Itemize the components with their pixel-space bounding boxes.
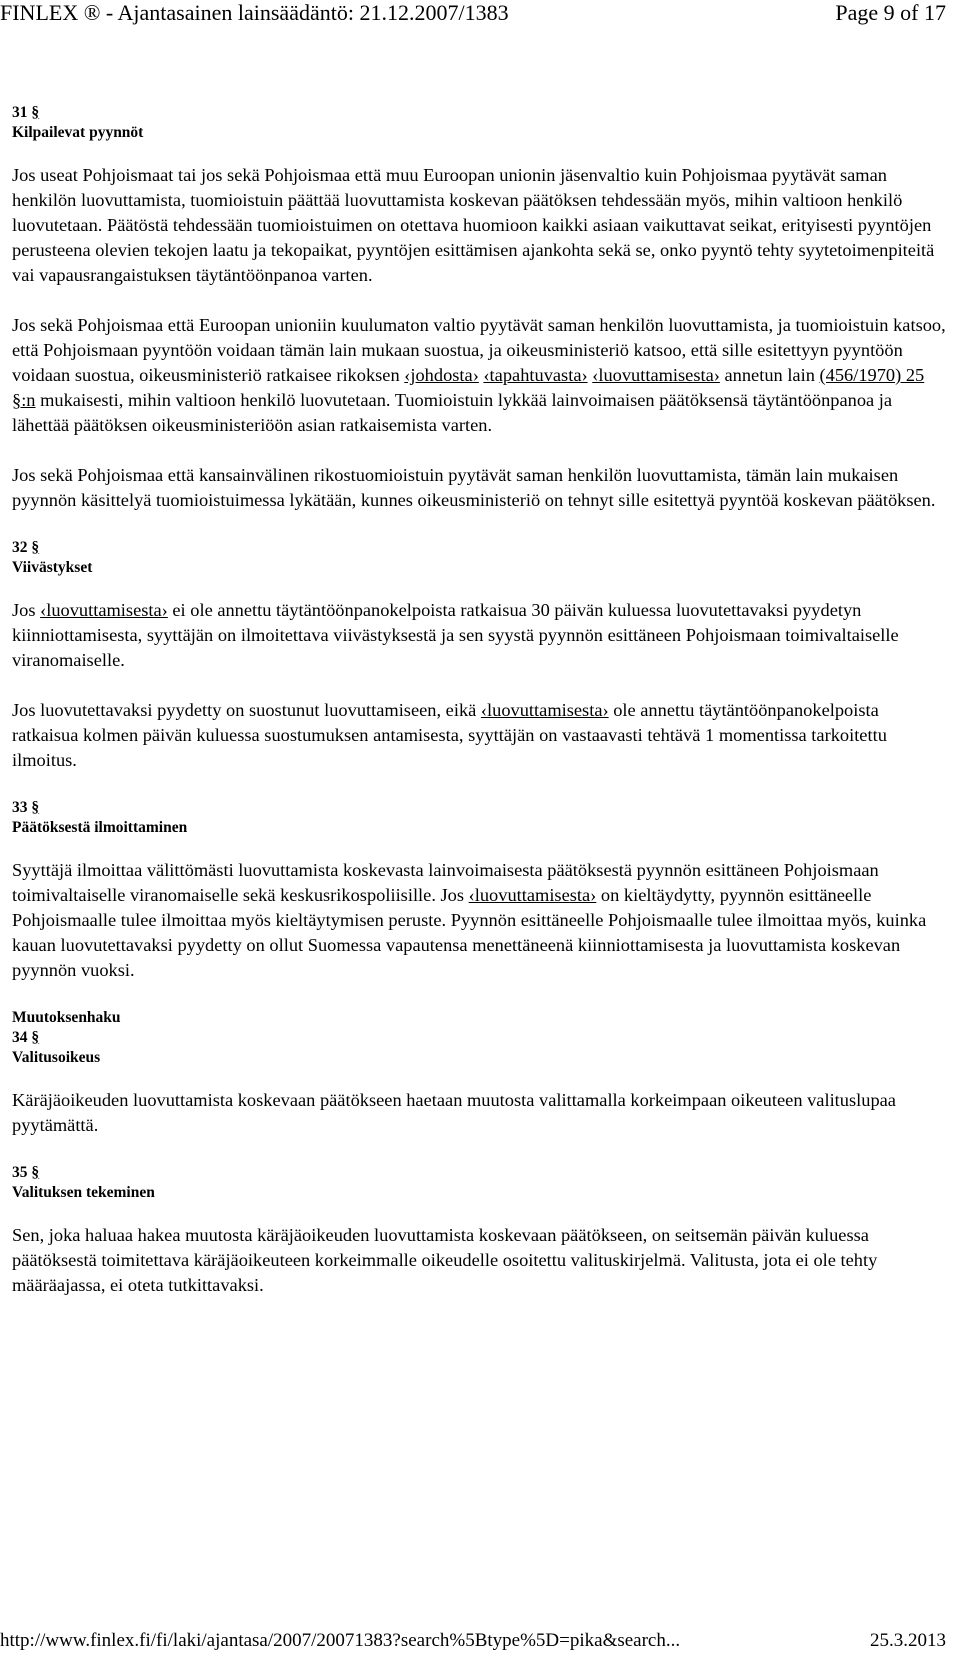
s32-paragraph-2: Jos luovutettavaksi pyydetty on suostunut luovuttamiseen, eikä ‹luovuttamisesta› ole annettu täytäntöönpanokelpoista ratkaisua kolmen päivän kuluessa suostumuksen antamisesta, syyttäjän on vastaavasti tehtävä 1 momentissa tarkoitettu ilmoitus.: [12, 700, 887, 770]
section-number-31: 31 §: [12, 104, 40, 121]
link-luovuttamisesta[interactable]: ‹luovuttamisesta›: [592, 365, 720, 385]
s31-paragraph-3: Jos sekä Pohjoismaa että kansainvälinen rikostuomioistuin pyytävät saman henkilön luovuttamista, tämän lain mukaisen pyynnön käsittelyä tuomioistuimessa lykätään, kunnes oikeusministeriö on tehnyt sille esitettyä pyyntöä koskevan päätöksen.: [12, 465, 936, 510]
document-title: FINLEX ® - Ajantasainen lainsäädäntö: 21.12.2007/1383: [0, 0, 509, 25]
link-luovuttamisesta[interactable]: ‹luovuttamisesta›: [468, 885, 597, 905]
link-tapahtuvasta[interactable]: ‹tapahtuvasta›: [483, 365, 588, 385]
section-title-34: Valitusoikeus: [12, 1049, 101, 1066]
chapter-title: Muutoksenhaku: [12, 1009, 121, 1026]
section-anchor-31[interactable]: §: [31, 104, 40, 121]
s34-paragraph-1: Käräjäoikeuden luovuttamista koskevaan päätökseen haetaan muutosta valittamalla korkeimpaan oikeuteen valituslupaa pyytämättä.: [12, 1090, 896, 1135]
section-title-32: Viivästykset: [12, 559, 93, 576]
s31-paragraph-2: Jos sekä Pohjoismaa että Euroopan unioniin kuulumaton valtio pyytävät saman henkilön luovuttamista, ja tuomioistuin katsoo, että Pohjoismaan pyyntöön voidaan tämän lain mukaan suostua, ja oikeusministeriö katsoo, että sille esitettyyn pyyntöön voidaan suostua, oikeusministeriö ratkaisee rikoksen ‹johdosta› ‹tapahtuvasta› ‹luovuttamisesta› annetun lain (456/1970) 25 §:n mukaisesti, mihin valtioon henkilö luovutetaan. Tuomioistuin lykkää lainvoimaisen päätöksensä täytäntöönpanoa ja lähettää päätöksen oikeusministeriöön asian ratkaisemista varten.: [12, 315, 946, 435]
document-body: [12, 103, 948, 1298]
section-anchor-32[interactable]: §: [31, 539, 40, 556]
section-number-32: 32 §: [12, 539, 40, 556]
footer-url: http://www.finlex.fi/fi/laki/ajantasa/2007/20071383?search%5Btype%5D=pika&search...: [0, 1630, 681, 1651]
section-number-35: 35 §: [12, 1164, 40, 1181]
section-number-34: 34 §: [12, 1029, 40, 1046]
s35-paragraph-1: Sen, joka haluaa hakea muutosta käräjäoikeuden luovuttamista koskevaan päätökseen, on seitsemän päivän kuluessa päätöksestä toimitettava käräjäoikeuteen korkeimmalle oikeudelle osoitettu valituskirjelmä. Valitusta, jota ei ole tehty määräajassa, ei oteta tutkittavaksi.: [12, 1225, 878, 1295]
link-law-456-1970[interactable]: (456/1970) 25 §:n: [12, 365, 925, 410]
link-luovuttamisesta[interactable]: ‹luovuttamisesta›: [40, 600, 168, 620]
page-indicator: Page 9 of 17: [835, 0, 946, 25]
section-title-35: Valituksen tekeminen: [12, 1184, 155, 1201]
s33-paragraph-1: Syyttäjä ilmoittaa välittömästi luovuttamista koskevasta lainvoimaisesta päätöksestä pyynnön esittäneen Pohjoismaan toimivaltaiselle viranomaiselle sekä keskusrikospoliisille. Jos ‹luovuttamisesta› on kieltäydytty, pyynnön esittäneelle Pohjoismaalle tulee ilmoittaa myös kieltäytymisen peruste. Pyynnön esittäneelle Pohjoismaalle tulee ilmoittaa myös, kuinka kauan luovutettavaksi pyydetty on ollut Suomessa vapautensa menettäneenä kiinniottamisesta ja luovuttamista koskevan pyynnön vuoksi.: [12, 860, 927, 980]
link-luovuttamisesta[interactable]: ‹luovuttamisesta›: [480, 700, 609, 720]
section-anchor-34[interactable]: §: [31, 1029, 40, 1046]
section-title-33: Päätöksestä ilmoittaminen: [12, 819, 188, 836]
s31-paragraph-1: Jos useat Pohjoismaat tai jos sekä Pohjoismaa että muu Euroopan unionin jäsenvaltio kuin Pohjoismaa pyytävät saman henkilön luovuttamista, tuomioistuin päättää luovuttamista koskevan päätöksen tehdessään myös, mihin valtioon henkilö luovutetaan. Päätöstä tehdessään tuomioistuimen on otettava huomioon kaikki asiaan vaikuttavat seikat, erityisesti pyyntöjen perusteena olevien tekojen laatu ja tekopaikat, pyyntöjen esittämisen ajankohta sekä se, onko pyyntö tehty syytetoimenpiteitä vai vapausrangaistuksen täytäntöönpanoa varten.: [12, 165, 935, 285]
s32-paragraph-1: Jos ‹luovuttamisesta› ei ole annettu täytäntöönpanokelpoista ratkaisua 30 päivän kuluessa luovutettavaksi pyydetyn kiinniottamisesta, syyttäjän on ilmoitettava viivästyksestä ja sen syystä pyynnön esittäneen Pohjoismaan toimivaltaiselle viranomaiselle.: [12, 600, 899, 670]
section-title-31: Kilpailevat pyynnöt: [12, 124, 144, 141]
section-anchor-35[interactable]: §: [31, 1164, 40, 1181]
section-number-33: 33 §: [12, 799, 40, 816]
link-johdosta[interactable]: ‹johdosta›: [404, 365, 479, 385]
section-anchor-33[interactable]: §: [31, 799, 40, 816]
footer-date: 25.3.2013: [870, 1630, 946, 1651]
